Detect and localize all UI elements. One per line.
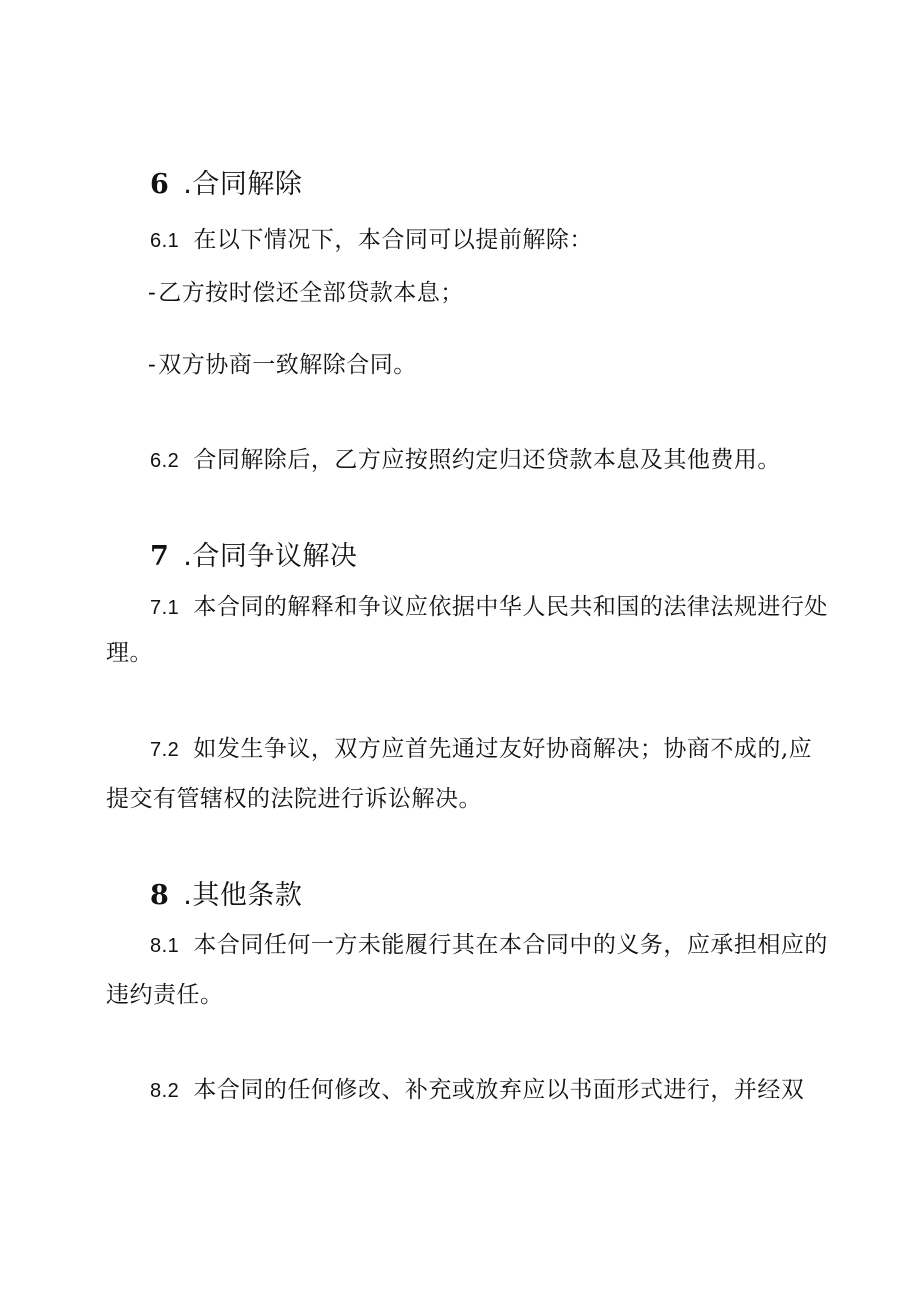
section-title: .其他条款 [183,880,303,911]
clause-number: 6.1 [150,230,180,252]
section-title: .合同解除 [183,169,303,200]
clause-text: 提交有管辖权的法院进行诉讼解决。 [106,786,482,812]
list-item-text: 双方协商一致解除合同。 [158,352,417,378]
clause-text: 如发生争议，双方应首先通过友好协商解决；协商不成的,应 [193,736,813,762]
clause-continuation [106,980,224,1010]
clause-8-2 [150,1075,804,1106]
list-item-text: 乙方按时偿还全部贷款本息； [158,280,464,306]
clause-text: 本合同的解释和争议应依据中华人民共和国的法律法规进行处 [193,594,828,620]
section-6-heading [150,168,302,202]
list-dash: - [148,280,157,306]
clause-continuation [106,784,482,814]
clause-8-1 [150,930,828,961]
clause-text: 本合同的任何修改、补充或放弃应以书面形式进行，并经双 [193,1077,805,1103]
clause-number: 6.2 [150,450,180,472]
section-7-heading [150,540,357,574]
clause-7-2 [150,734,812,765]
clause-text: 理。 [106,640,153,666]
clause-6-2 [150,445,781,476]
list-item [148,350,417,380]
clause-number: 8.2 [150,1080,180,1102]
clause-text: 合同解除后，乙方应按照约定归还贷款本息及其他费用。 [193,447,781,473]
section-8-heading [150,879,302,913]
section-number: 7 [150,541,170,572]
section-number: 6 [150,169,170,200]
clause-text: 在以下情况下，本合同可以提前解除： [193,227,593,253]
clause-continuation [106,638,153,668]
clause-number: 8.1 [150,935,180,957]
clause-text: 本合同任何一方未能履行其在本合同中的义务，应承担相应的 [193,932,828,958]
clause-number: 7.1 [150,597,180,619]
section-title: .合同争议解决 [183,541,358,572]
clause-text: 违约责任。 [106,982,224,1008]
clause-6-1 [150,225,593,256]
section-number: 8 [150,880,170,911]
list-dash: - [148,352,157,378]
clause-number: 7.2 [150,739,180,761]
clause-7-1 [150,592,828,623]
list-item [148,278,464,308]
